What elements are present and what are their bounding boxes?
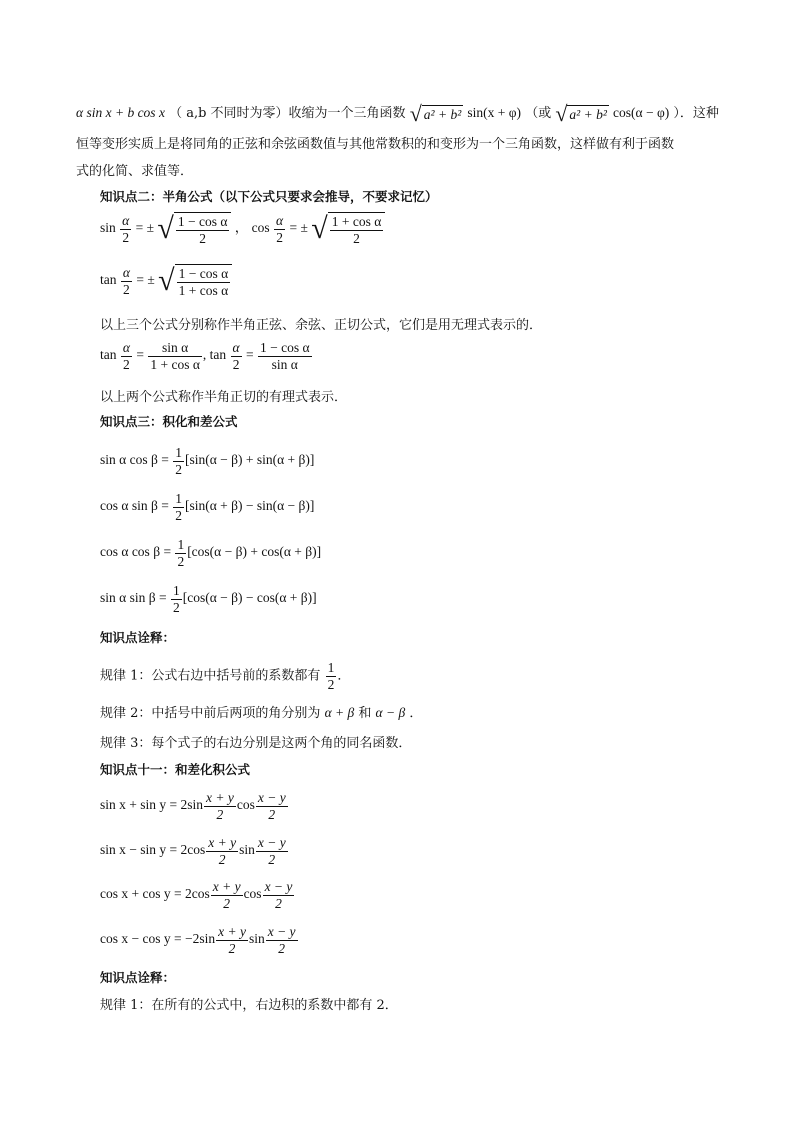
denominator: 2 xyxy=(175,507,182,523)
expr-alpha-plus-beta: α + β xyxy=(324,705,355,720)
fraction-alpha-2 xyxy=(121,265,132,297)
fraction-half xyxy=(171,583,182,615)
denominator: 2 xyxy=(216,806,224,822)
numerator: x − y xyxy=(264,879,293,894)
fraction-alpha-2 xyxy=(274,213,285,245)
paragraph-line-2: 恒等变形实质上是将同角的正弦和余弦函数值与其他常数积的和变形为一个三角函数，这样做有利于函数 xyxy=(76,137,675,152)
fn-mid: cos xyxy=(243,886,262,902)
fraction xyxy=(148,340,202,372)
rule-key: 规律 3 xyxy=(100,736,139,751)
fraction-half xyxy=(175,537,186,569)
formula-product-4 xyxy=(100,583,317,615)
fn-mid: sin xyxy=(239,842,255,858)
radicand: a² + b² xyxy=(423,106,462,122)
formula-sum-4 xyxy=(100,924,299,956)
equals-sign: = xyxy=(163,544,172,560)
equals-pm: = ± xyxy=(136,272,155,288)
fraction-x-plus-y xyxy=(211,879,243,911)
fraction-x-plus-y xyxy=(216,924,248,956)
fraction-alpha-2 xyxy=(121,340,132,372)
numerator: α xyxy=(122,213,130,228)
denominator: 2 xyxy=(228,940,236,956)
rule-last xyxy=(100,994,398,1013)
formula-product-2 xyxy=(100,491,314,523)
heading-explanation-1: 知识点诠释： xyxy=(100,630,176,645)
numerator: α xyxy=(122,340,130,355)
period: ． xyxy=(409,706,423,721)
denominator: 2 xyxy=(278,940,285,956)
text-segment: ）．这种 xyxy=(673,106,719,121)
fn-cos: cos xyxy=(251,220,270,236)
denominator: 2 xyxy=(268,851,276,867)
denominator: 2 xyxy=(268,806,276,822)
sqrt-a2-b2-2: √ a² + b² xyxy=(555,100,607,126)
denominator: 2 xyxy=(172,599,180,615)
fraction-alpha-2 xyxy=(120,213,131,245)
rhs: [sin(α − β) + sin(α + β)] xyxy=(184,452,315,468)
formula-sum-3 xyxy=(100,879,295,911)
numerator: x + y xyxy=(212,879,241,894)
fraction xyxy=(258,340,312,372)
lhs: sin x − sin y = 2cos xyxy=(100,842,206,858)
separator-tan: , tan xyxy=(202,347,227,363)
denominator: sin α xyxy=(271,356,298,372)
numerator: α xyxy=(122,265,130,280)
numerator: 1 xyxy=(172,583,180,598)
rhs: [cos(α − β) − cos(α + β)] xyxy=(182,590,317,606)
fn-sin: sin xyxy=(100,220,116,236)
numerator: x + y xyxy=(206,790,234,805)
conjunction: 和 xyxy=(358,706,372,721)
equals-sign: = xyxy=(161,452,169,468)
fn-mid: sin xyxy=(248,931,265,947)
heading-half-angle: 知识点二：半角公式（以下公式只要求会推导，不要求记忆） xyxy=(100,189,438,204)
text-irrational: 以上三个公式分别称作半角正弦、余弦、正切公式，它们是用无理式表示的． xyxy=(100,318,543,333)
fraction-x-minus-y xyxy=(256,790,288,822)
numerator: x − y xyxy=(267,924,296,939)
numerator: 1 xyxy=(175,491,182,506)
numerator: 1 + cos α xyxy=(331,214,382,229)
rule-text: ：公式右边中括号前的系数都有 xyxy=(138,668,321,684)
numerator: 1 − cos α xyxy=(177,214,228,229)
expr-cos-alpha-phi: cos(α − φ) xyxy=(613,105,670,120)
text-segment: （ a,b 不同时为零）收缩为一个三角函数 xyxy=(169,106,406,121)
numerator: 1 xyxy=(327,660,335,675)
denominator: 2 xyxy=(199,230,207,246)
formula-half-sin-cos xyxy=(100,212,385,246)
formula-sum-1 xyxy=(100,790,289,822)
sqrt-fraction: √ $\frac{\text{1 − cos α}}{2}$ xyxy=(157,212,231,246)
heading-explanation-2: 知识点诠释： xyxy=(100,970,176,985)
text-segment: （或 xyxy=(525,106,552,121)
lhs: cos x − cos y = −2sin xyxy=(100,931,216,947)
fraction-x-minus-y xyxy=(266,924,298,956)
rule-2 xyxy=(100,702,422,721)
text-rational: 以上两个公式称作半角正切的有理式表示． xyxy=(100,390,348,405)
lhs: sin α sin β xyxy=(100,590,156,606)
fn-mid: cos xyxy=(236,797,255,813)
rule-3 xyxy=(100,732,411,751)
equals-sign: = xyxy=(136,347,144,363)
rhs: [cos(α − β) + cos(α + β)] xyxy=(187,544,322,560)
rule-key: 规律 2 xyxy=(100,706,139,721)
fn-tan: tan xyxy=(100,272,117,288)
sqrt-fraction: √ $\frac{\text{1 + cos α}}{2}$ xyxy=(311,212,385,246)
fraction-x-minus-y xyxy=(256,835,288,867)
formula-half-tan xyxy=(100,264,232,298)
lhs: cos α cos β xyxy=(100,544,161,560)
denominator: 2 xyxy=(223,895,231,911)
numerator: 1 − cos α xyxy=(260,340,310,355)
denominator: 2 xyxy=(218,851,226,867)
denominator: 2 xyxy=(275,895,282,911)
denominator: 2 xyxy=(177,553,185,569)
equals-sign: = xyxy=(246,347,254,363)
expr-asinx-bcosx: α sin x + b cos x xyxy=(76,105,165,120)
numerator: 1 xyxy=(175,445,182,460)
comma: ， xyxy=(234,220,249,236)
rule-text: ：中括号中前后两项的角分别为 xyxy=(138,706,321,721)
denominator: 1 + cos α xyxy=(150,356,200,372)
rule-key: 规律 1 xyxy=(100,668,139,684)
numerator: x + y xyxy=(218,924,246,939)
fn-tan: tan xyxy=(100,347,117,363)
paragraph-line-3: 式的化简、求值等． xyxy=(76,164,194,179)
denominator: 2 xyxy=(123,281,130,297)
formula-product-3 xyxy=(100,537,321,569)
formula-sum-2 xyxy=(100,835,289,867)
denominator: 2 xyxy=(232,356,240,372)
paragraph-line-1 xyxy=(76,102,719,125)
denominator: 2 xyxy=(122,229,130,245)
numerator: sin α xyxy=(148,340,202,357)
rhs: [sin(α + β) − sin(α − β)] xyxy=(184,498,315,514)
denominator: 2 xyxy=(353,230,360,246)
numerator: x − y xyxy=(257,835,286,850)
expr-alpha-minus-beta: α − β xyxy=(375,705,406,720)
lhs: sin α cos β xyxy=(100,452,158,468)
fraction-x-plus-y xyxy=(204,790,236,822)
equals-pm: = ± xyxy=(289,220,308,236)
denominator: 2 xyxy=(276,229,283,245)
denominator: 1 + cos α xyxy=(178,282,229,298)
numerator: 1 − cos α xyxy=(178,266,229,281)
rule-text: ：在所有的公式中，右边积的系数中都有 2． xyxy=(138,998,398,1013)
formula-tan-rational xyxy=(100,340,313,372)
equals-pm: = ± xyxy=(135,220,155,236)
fraction-x-minus-y xyxy=(263,879,295,911)
rule-key: 规律 1 xyxy=(100,998,139,1013)
fraction-half xyxy=(326,660,337,692)
numerator: α xyxy=(232,340,240,355)
denominator: 2 xyxy=(327,676,335,692)
numerator: x − y xyxy=(257,790,286,805)
denominator: 2 xyxy=(123,356,130,372)
fraction-half xyxy=(173,491,184,523)
numerator: 1 xyxy=(177,537,185,552)
sqrt-fraction: √ $\frac{\text{1 − cos α}}{\text{1 + cos α}}$ xyxy=(158,264,232,298)
expr-sin-x-phi: sin(x + φ) xyxy=(467,105,522,120)
rule-1 xyxy=(100,660,350,692)
lhs: cos α sin β xyxy=(100,498,158,514)
rule-text: ：每个式子的右边分别是这两个角的同名函数． xyxy=(138,736,412,751)
sqrt-a2-b2: √ a² + b² xyxy=(409,100,462,126)
numerator: α xyxy=(276,213,284,228)
fraction-half xyxy=(173,445,184,477)
lhs: cos x + cos y = 2cos xyxy=(100,886,210,902)
equals-sign: = xyxy=(161,498,169,514)
heading-sum-to-product: 知识点十一：和差化积公式 xyxy=(100,762,251,777)
denominator: 2 xyxy=(175,461,182,477)
formula-product-1 xyxy=(100,445,314,477)
numerator: x + y xyxy=(208,835,237,850)
radicand: a² + b² xyxy=(569,106,607,122)
fraction-x-plus-y xyxy=(206,835,238,867)
fraction-alpha-2 xyxy=(231,340,242,372)
lhs: sin x + sin y = 2sin xyxy=(100,797,203,813)
equals-sign: = xyxy=(158,590,167,606)
period: ． xyxy=(337,668,351,684)
heading-product-to-sum: 知识点三：积化和差公式 xyxy=(100,414,238,429)
